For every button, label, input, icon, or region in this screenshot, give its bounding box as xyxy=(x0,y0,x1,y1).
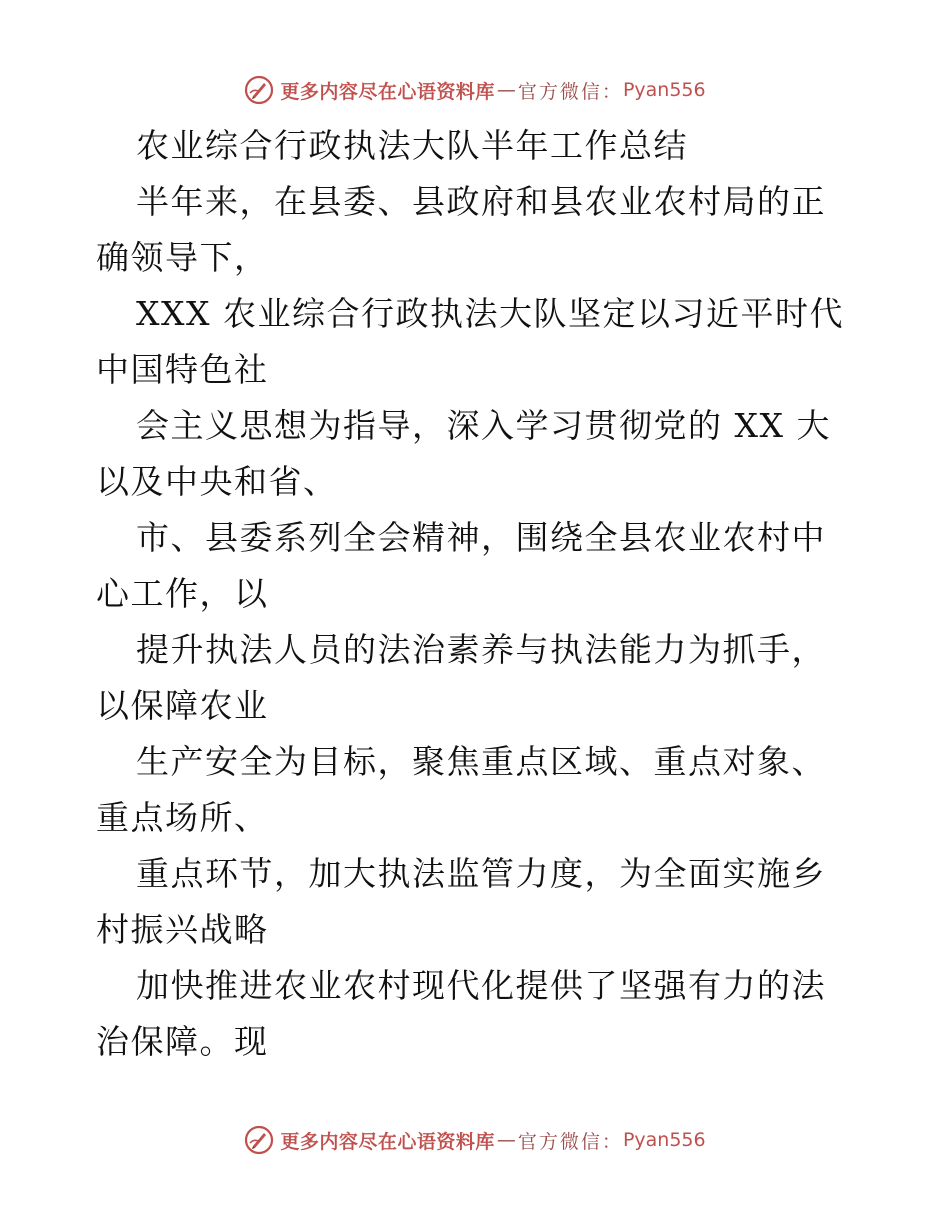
paragraph-4: 市、县委系列全会精神，围绕全县农业农村中心工作，以 xyxy=(96,518,826,613)
header-watermark xyxy=(0,70,950,110)
quill-pen-logo-icon xyxy=(244,75,274,105)
paragraph-8: 加快推进农业农村现代化提供了坚强有力的法治保障。现 xyxy=(96,966,826,1061)
footer-watermark xyxy=(0,1120,950,1160)
paragraph-1: 半年来，在县委、县政府和县农业农村局的正确领导下， xyxy=(96,182,826,277)
watermark-site-name: 更多内容尽在心语资料库 xyxy=(280,80,495,103)
document-body xyxy=(96,118,856,1070)
paragraph-2: XXX 农业综合行政执法大队坚定以习近平时代中国特色社 xyxy=(96,294,844,389)
watermark-account: Pyan556 xyxy=(622,1129,706,1151)
quill-pen-logo-icon xyxy=(244,1125,274,1155)
watermark-wechat-label: 官方微信： xyxy=(517,80,623,103)
paragraph-6: 生产安全为目标，聚焦重点区域、重点对象、重点场所、 xyxy=(96,742,826,837)
watermark-site-name: 更多内容尽在心语资料库 xyxy=(280,1130,495,1153)
paragraph-7: 重点环节，加大执法监管力度，为全面实施乡村振兴战略 xyxy=(96,854,826,949)
watermark-account: Pyan556 xyxy=(622,79,706,101)
watermark-separator: — xyxy=(496,1129,516,1151)
document-title: 农业综合行政执法大队半年工作总结 xyxy=(136,126,688,165)
watermark-separator: — xyxy=(496,79,516,101)
watermark-wechat-label: 官方微信： xyxy=(517,1130,623,1153)
paragraph-5: 提升执法人员的法治素养与执法能力为抓手，以保障农业 xyxy=(96,630,826,725)
paragraph-3: 会主义思想为指导，深入学习贯彻党的 XX 大以及中央和省、 xyxy=(96,406,831,501)
